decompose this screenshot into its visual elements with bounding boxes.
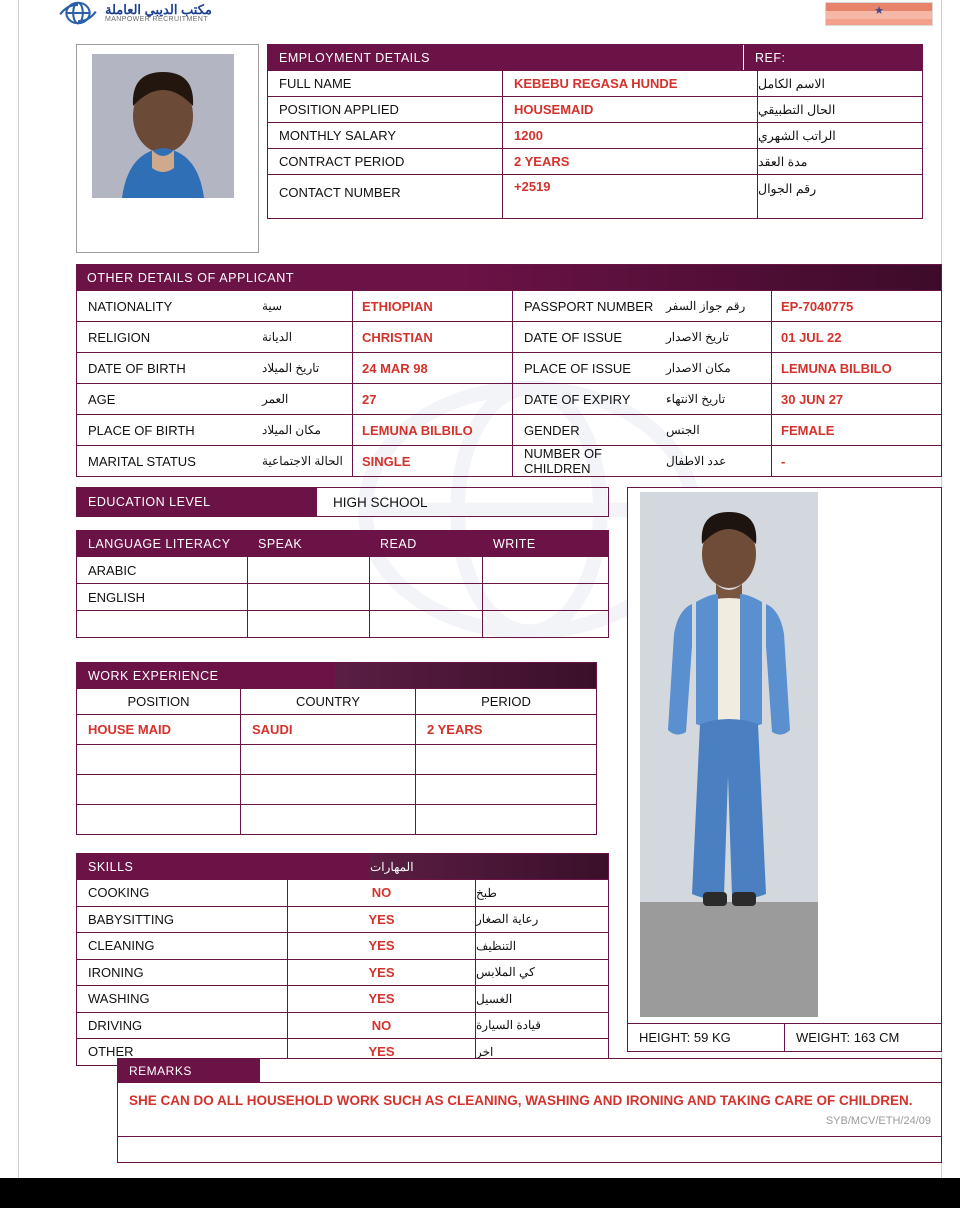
contract-period-label: CONTRACT PERIOD <box>268 149 503 174</box>
contact-number-value: +2519 <box>503 175 758 218</box>
nationality-arabic: سية <box>262 299 283 313</box>
number-of-children-value: - <box>771 446 941 476</box>
skill-value: NO <box>287 1013 475 1039</box>
skill-name: IRONING <box>88 964 144 980</box>
table-row <box>77 556 608 583</box>
date-of-issue-arabic: تاريخ الاصدار <box>666 330 730 344</box>
table-row <box>77 714 596 744</box>
education-level-label: EDUCATION LEVEL <box>77 488 317 516</box>
number-of-children-arabic: عدد الاطفال <box>666 454 727 468</box>
skill-value: YES <box>287 907 475 933</box>
table-row <box>77 414 941 445</box>
marital-status-value: SINGLE <box>352 446 512 476</box>
work-period: 2 YEARS <box>415 715 596 744</box>
table-row <box>77 445 941 476</box>
gender-label: GENDER <box>524 422 580 438</box>
table-row <box>77 906 608 933</box>
date-of-expiry-arabic: تاريخ الانتهاء <box>666 392 726 406</box>
work-period <box>415 805 596 834</box>
table-row <box>77 290 941 321</box>
work-experience-header-filler <box>335 663 596 688</box>
work-position: HOUSE MAID <box>88 722 172 737</box>
table-row <box>77 383 941 414</box>
position-applied-arabic: الحال التطبيقي <box>758 103 836 117</box>
date-of-birth-label: DATE OF BIRTH <box>88 360 186 376</box>
work-period <box>415 775 596 804</box>
date-of-expiry-label: DATE OF EXPIRY <box>524 391 631 407</box>
remarks-section <box>117 1058 942 1163</box>
skill-arabic: طبخ <box>475 880 608 906</box>
company-logo <box>57 0 212 26</box>
column-position: POSITION <box>127 694 190 709</box>
table-row <box>77 804 596 834</box>
remarks-footer <box>118 1115 941 1162</box>
place-of-issue-label: PLACE OF ISSUE <box>524 360 631 376</box>
employment-details-table <box>267 44 923 219</box>
contact-number-label: CONTACT NUMBER <box>268 175 503 218</box>
skills-title-arabic: المهارات <box>370 854 608 879</box>
skill-value: YES <box>287 986 475 1012</box>
skill-name: WASHING <box>88 991 150 1007</box>
age-arabic: العمر <box>262 392 289 406</box>
language-name <box>77 611 247 637</box>
skills-header <box>77 854 608 879</box>
table-row <box>77 610 608 637</box>
passport-number-value: EP-7040775 <box>771 291 941 321</box>
full-body-photo-box <box>627 487 942 1052</box>
marital-status-label: MARITAL STATUS <box>88 453 196 469</box>
language-write <box>482 557 608 583</box>
gender-arabic: الجنس <box>666 423 700 437</box>
column-period: PERIOD <box>415 689 596 714</box>
cv-sheet <box>18 0 942 1178</box>
age-label: AGE <box>88 391 116 407</box>
education-level-row <box>76 487 609 517</box>
language-read <box>369 584 482 610</box>
applicant-passport-photo-box <box>76 44 259 253</box>
table-row <box>77 583 608 610</box>
skill-value: YES <box>287 933 475 959</box>
monthly-salary-label: MONTHLY SALARY <box>268 123 503 148</box>
work-experience-header <box>77 663 596 688</box>
place-of-birth-value: LEMUNA BILBILO <box>352 415 512 445</box>
position-applied-label: POSITION APPLIED <box>268 97 503 122</box>
remarks-title: REMARKS <box>118 1059 260 1082</box>
remarks-header <box>118 1059 941 1082</box>
date-of-birth-arabic: تاريخ الميلاد <box>262 361 320 375</box>
work-position <box>77 805 240 834</box>
skill-arabic: قيادة السيارة <box>475 1013 608 1039</box>
language-read <box>369 611 482 637</box>
employment-details-title: EMPLOYMENT DETAILS <box>268 45 743 70</box>
flag-graphic <box>825 2 933 26</box>
logo-english-text: MANPOWER RECRUITMENT <box>105 16 208 24</box>
skills-title: SKILLS <box>77 854 370 879</box>
full-body-photo <box>640 492 818 1017</box>
skill-value: NO <box>287 880 475 906</box>
language-write <box>482 584 608 610</box>
skill-name: DRIVING <box>88 1017 143 1033</box>
work-country: SAUDI <box>240 715 415 744</box>
logo-arabic-text: مكتب الديبي العاملة <box>105 1 212 17</box>
place-of-issue-arabic: مكان الاصدار <box>666 361 731 375</box>
full-name-label: FULL NAME <box>268 71 503 96</box>
weight-value: WEIGHT: 163 CM <box>784 1024 941 1051</box>
skill-name: CLEANING <box>88 938 155 954</box>
work-country <box>240 745 415 774</box>
skill-value: YES <box>287 1039 475 1065</box>
skill-arabic: الغسيل <box>475 986 608 1012</box>
language-literacy-header <box>77 531 608 556</box>
skill-value: YES <box>287 960 475 986</box>
work-country <box>240 775 415 804</box>
date-of-issue-value: 01 JUL 22 <box>771 322 941 352</box>
skill-arabic: رعاية الصغار <box>475 907 608 933</box>
passport-number-arabic: رقم جواز السفر <box>666 299 746 313</box>
language-speak <box>247 557 369 583</box>
full-name-arabic: الاسم الكامل <box>758 77 826 91</box>
column-speak: SPEAK <box>258 536 303 551</box>
skill-arabic: التنظيف <box>475 933 608 959</box>
contract-period-arabic: مدة العقد <box>758 155 808 169</box>
language-read <box>369 557 482 583</box>
table-row <box>268 122 922 148</box>
position-applied-value: HOUSEMAID <box>503 97 758 122</box>
work-experience-table <box>76 662 597 835</box>
table-row <box>77 959 608 986</box>
table-row <box>77 352 941 383</box>
skill-name: COOKING <box>88 885 150 901</box>
contract-period-value: 2 YEARS <box>503 149 758 174</box>
work-experience-title: WORK EXPERIENCE <box>77 663 335 688</box>
remarks-header-filler <box>260 1059 941 1082</box>
table-row <box>77 774 596 804</box>
skill-arabic: اخر <box>475 1039 608 1065</box>
other-details-title: OTHER DETAILS OF APPLICANT <box>77 265 941 290</box>
date-of-birth-value: 24 MAR 98 <box>352 353 512 383</box>
column-write: WRITE <box>493 536 536 551</box>
work-position <box>77 775 240 804</box>
nationality-label: NATIONALITY <box>88 298 173 314</box>
passport-number-label: PASSPORT NUMBER <box>524 298 654 314</box>
language-write <box>482 611 608 637</box>
religion-arabic: الديانة <box>262 330 293 344</box>
globe-icon <box>57 0 99 26</box>
religion-value: CHRISTIAN <box>352 322 512 352</box>
skills-table <box>76 853 609 1066</box>
skill-name: BABYSITTING <box>88 911 174 927</box>
skill-arabic: كي الملابس <box>475 960 608 986</box>
table-row <box>77 985 608 1012</box>
employment-details-header <box>268 45 922 70</box>
contact-number-arabic: رقم الجوال <box>758 182 817 196</box>
passport-photo <box>92 54 234 198</box>
star-icon: ★ <box>874 5 884 17</box>
language-literacy-title: LANGUAGE LITERACY <box>88 536 231 551</box>
work-period <box>415 745 596 774</box>
number-of-children-label: NUMBER OF CHILDREN <box>524 446 602 476</box>
date-of-expiry-value: 30 JUN 27 <box>771 384 941 414</box>
date-of-issue-label: DATE OF ISSUE <box>524 329 622 345</box>
table-row <box>77 744 596 774</box>
place-of-birth-arabic: مكان الميلاد <box>262 423 321 437</box>
gender-value: FEMALE <box>771 415 941 445</box>
table-row <box>268 96 922 122</box>
education-level-value: HIGH SCHOOL <box>333 494 428 510</box>
language-speak <box>247 584 369 610</box>
measurements-row <box>628 1023 941 1051</box>
remarks-text: SHE CAN DO ALL HOUSEHOLD WORK SUCH AS CLEANING, WASHING AND IRONING AND TAKING CARE OF CHILDREN. <box>118 1082 941 1136</box>
religion-label: RELIGION <box>88 329 151 345</box>
column-read: READ <box>380 536 417 551</box>
work-position <box>77 745 240 774</box>
document-header <box>19 0 943 34</box>
column-country: COUNTRY <box>240 689 415 714</box>
bottom-bar <box>0 1178 960 1208</box>
ref-label: REF: <box>743 45 922 70</box>
work-country <box>240 805 415 834</box>
table-row <box>268 174 922 218</box>
age-value: 27 <box>352 384 512 414</box>
marital-status-arabic: الحالة الاجتماعية <box>262 454 343 468</box>
table-row <box>77 1012 608 1039</box>
place-of-issue-value: LEMUNA BILBILO <box>771 353 941 383</box>
other-details-table <box>76 264 942 477</box>
language-speak <box>247 611 369 637</box>
full-name-value: KEBEBU REGASA HUNDE <box>503 71 758 96</box>
monthly-salary-arabic: الراتب الشهري <box>758 129 836 143</box>
language-name: ENGLISH <box>88 589 146 605</box>
table-row <box>77 321 941 352</box>
table-row <box>268 70 922 96</box>
place-of-birth-label: PLACE OF BIRTH <box>88 422 195 438</box>
skill-name: OTHER <box>88 1044 134 1060</box>
document-code: SYB/MCV/ETH/24/09 <box>825 1115 931 1127</box>
table-row <box>77 932 608 959</box>
monthly-salary-value: 1200 <box>503 123 758 148</box>
table-row <box>77 879 608 906</box>
nationality-value: ETHIOPIAN <box>352 291 512 321</box>
table-row <box>268 148 922 174</box>
height-value: HEIGHT: 59 KG <box>639 1030 731 1045</box>
language-literacy-table <box>76 530 609 638</box>
work-experience-columns <box>77 688 596 714</box>
language-name: ARABIC <box>88 562 137 578</box>
